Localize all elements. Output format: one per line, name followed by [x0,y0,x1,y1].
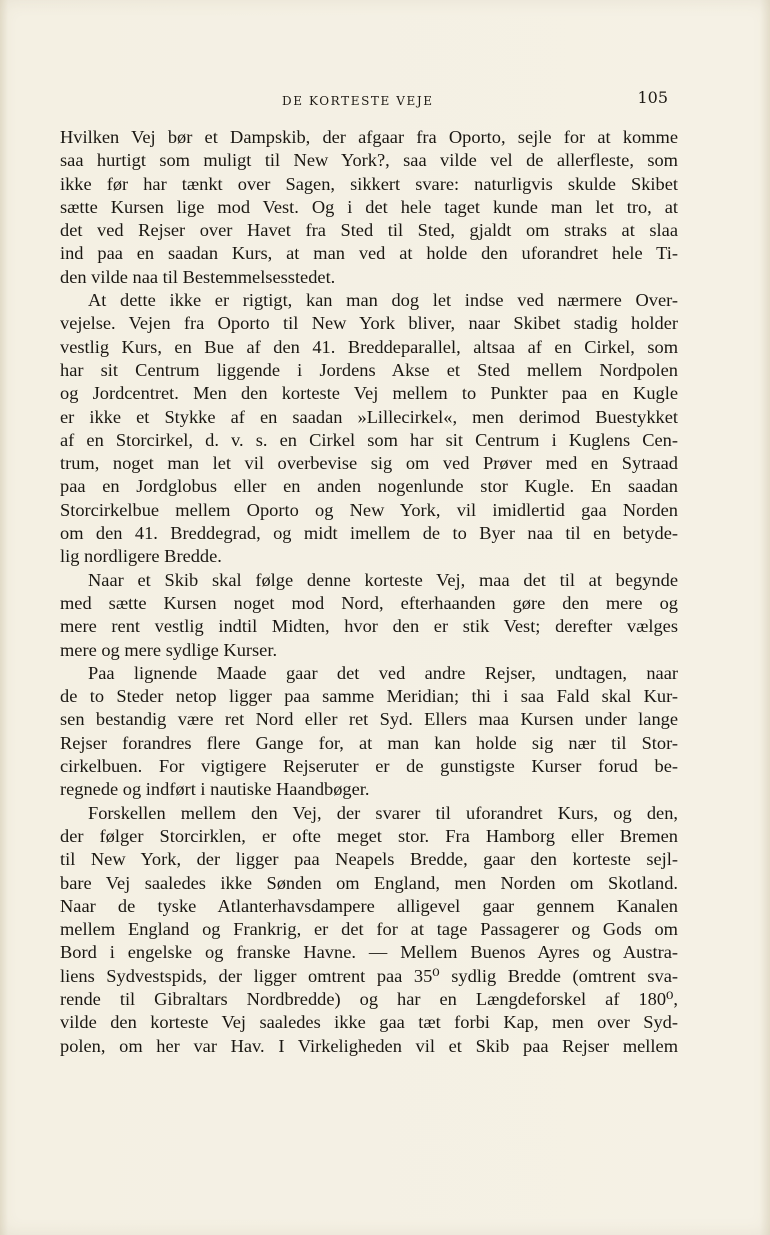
text-line: Hvilken Vej bør et Dampskib, der afgaar fra Oporto, sejle for at komme [60,127,678,147]
text-line: har sit Centrum liggende i Jordens Akse et Sted mellem Nordpolen [60,359,678,380]
paragraph [60,569,678,662]
body-text [60,126,678,1058]
text-line: Storcirkelbue mellem Oporto og New York, vil imidlertid gaa Norden [60,499,678,520]
paragraph [60,662,678,802]
text-line: vestlig Kurs, en Bue af den 41. Breddeparallel, altsaa af en Cirkel, som [60,336,678,357]
text-line: af en Storcirkel, d. v. s. en Cirkel som har sit Centrum i Kuglens Cen- [60,429,678,450]
text-line: liens Sydvestspids, der ligger omtrent paa 35⁰ sydlig Bredde (omtrent sva- [60,965,678,986]
text-line: paa en Jordglobus eller en anden nogenlunde stor Kugle. En saadan [60,476,678,497]
paragraph [60,126,678,289]
running-title: DE KORTESTE VEJE [282,94,434,108]
text-line: ikke før har tænkt over Sagen, sikkert svare: naturligvis skulde Skibet [60,173,678,194]
text-line: Rejser forandres flere Gange for, at man kan holde sig nær til Stor- [60,732,678,753]
text-line: polen, om her var Hav. I Virkeligheden vil et Skib paa Rejser mellem [60,1035,678,1056]
running-head [60,88,674,114]
text-line: Naar et Skib skal følge denne korteste Vej, maa det til at begynde [88,569,678,590]
text-line: Paa lignende Maade gaar det ved andre Rejser, undtagen, naar [88,662,678,683]
text-line: regnede og indført i nautiske Haandbøger. [60,779,370,800]
text-line: mere rent vestlig indtil Midten, hvor den er stik Vest; derefter vælges [60,616,678,637]
text-line: vilde den korteste Vej saaledes ikke gaa tæt forbi Kap, men over Syd- [60,1012,678,1033]
text-line: mellem England og Frankrig, er det for at tage Passagerer og Gods om [60,919,678,940]
text-line: det ved Rejser over Havet fra Sted til Sted, gjaldt om straks at slaa [60,220,678,241]
text-line: sætte Kursen lige mod Vest. Og i det hele taget kunde man let tro, at [60,196,678,217]
text-line: Naar de tyske Atlanterhavsdampere alligevel gaar gennem Kanalen [60,895,678,916]
text-line: og Jordcentret. Men den korteste Vej mellem to Punkter paa en Kugle [60,383,678,404]
text-line: om den 41. Breddegrad, og midt imellem de to Byer naa til en betyde- [60,523,678,544]
paragraph [60,802,678,1058]
paragraph [60,289,678,569]
text-line: ind paa en saadan Kurs, at man ved at holde den uforandret hele Ti- [60,243,678,264]
text-line: til New York, der ligger paa Neapels Bredde, gaar den korteste sejl- [60,849,678,870]
page-number: 105 [637,88,668,107]
text-line: saa hurtigt som muligt til New York?, saa vilde vel de allerfleste, som [60,150,678,171]
text-line: rende til Gibraltars Nordbredde) og har en Længdeforskel af 180⁰, [60,988,678,1009]
text-line: mere og mere sydlige Kurser. [60,639,278,660]
text-line: er ikke et Stykke af en saadan »Lillecirkel«, men derimod Buestykket [60,406,678,427]
text-line: de to Steder netop ligger paa samme Meridian; thi i saa Fald skal Kur- [60,686,678,707]
text-line: Bord i engelske og franske Havne. — Mellem Buenos Ayres og Austra- [60,942,678,963]
text-line: At dette ikke er rigtigt, kan man dog let indse ved nærmere Over- [88,290,678,311]
text-line: sen bestandig være ret Nord eller ret Syd. Ellers maa Kursen under lange [60,709,678,730]
text-line: med sætte Kursen noget mod Nord, efterhaanden gøre den mere og [60,592,678,613]
text-line: der følger Storcirklen, er ofte meget stor. Fra Hamborg eller Bremen [60,825,678,846]
text-line: bare Vej saaledes ikke Sønden om England, men Norden om Skotland. [60,872,678,893]
text-line: vejelse. Vejen fra Oporto til New York bliver, naar Skibet stadig holder [60,313,678,334]
text-line: den vilde naa til Bestemmelsesstedet. [60,266,336,287]
text-line: Forskellen mellem den Vej, der svarer til uforandret Kurs, og den, [88,802,678,823]
text-line: trum, noget man let vil overbevise sig om ved Prøver med en Sytraad [60,453,678,474]
text-line: lig nordligere Bredde. [60,546,222,567]
text-line: cirkelbuen. For vigtigere Rejseruter er de gunstigste Kurser forud be- [60,756,678,777]
